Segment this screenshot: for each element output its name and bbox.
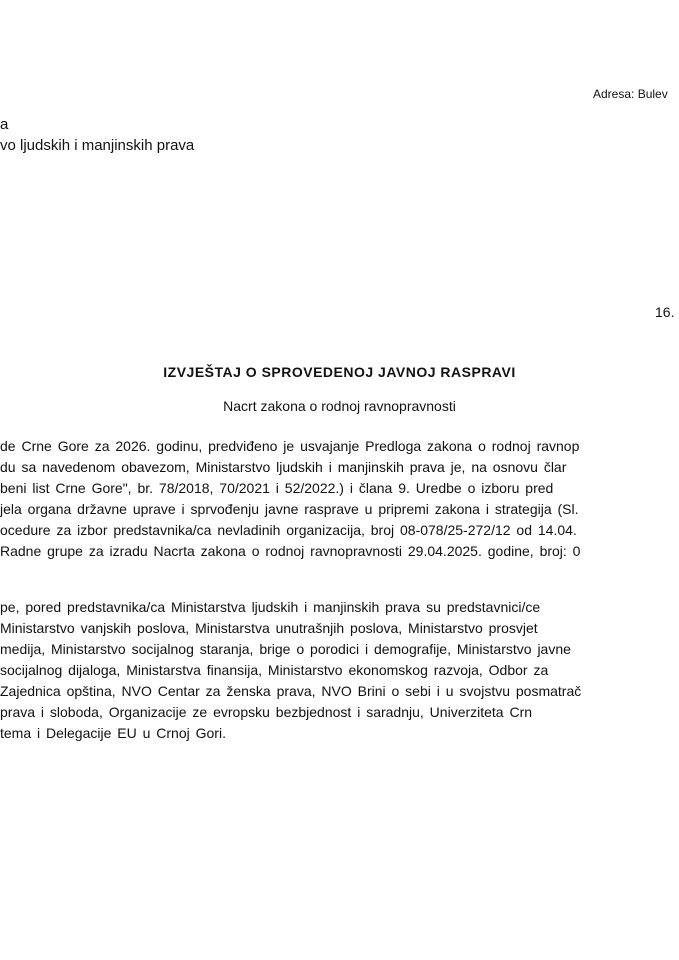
paragraph-2-line-7: tema i Delegacije EU u Crnoj Gori. (0, 725, 226, 741)
document-subtitle: Nacrt zakona o rodnoj ravnopravnosti (223, 398, 456, 414)
organization-name-line-1: a (0, 116, 9, 133)
paragraph-1-line-5: ocedure za izbor predstavnika/ca nevladinih organizacija, broj 08-078/25-272/12 od 14.04. (0, 522, 577, 538)
paragraph-2-line-1: pe, pored predstavnika/ca Ministarstva ljudskih i manjinskih prava su predstavnici/ce (0, 599, 541, 615)
paragraph-2-line-4: socijalnog dijaloga, Ministarstva finansija, Ministarstvo ekonomskog razvoja, Odbor za (0, 662, 549, 678)
address-text: Adresa: Bulev (593, 87, 668, 101)
paragraph-2-line-6: prava i sloboda, Organizacije ze evropsku bezbjednost i saradnju, Univerziteta Crn (0, 704, 533, 720)
paragraph-1-line-1: de Crne Gore za 2026. godinu, predviđeno je usvajanje Predloga zakona o rodnoj ravnop (0, 438, 580, 454)
paragraph-2-line-3: medija, Ministarstvo socijalnog staranja, brige o porodici i demografije, Ministarstvo javne (0, 641, 571, 657)
paragraph-2-line-2: Ministarstvo vanjskih poslova, Ministarstva unutrašnjih poslova, Ministarstvo prosvjet (0, 620, 538, 636)
paragraph-1-line-2: du sa navedenom obavezom, Ministarstvo ljudskih i manjinskih prava je, na osnovu člar (0, 459, 567, 475)
paragraph-2-line-5: Zajednica opština, NVO Centar za ženska prava, NVO Brini o sebi i u svojstvu posmatrač (0, 683, 582, 699)
paragraph-1-line-6: Radne grupe za izradu Nacrta zakona o rodnoj ravnopravnosti 29.04.2025. godine, broj: 0 (0, 543, 581, 559)
organization-name-line-2: vo ljudskih i manjinskih prava (0, 137, 195, 154)
document-title: IZVJEŠTAJ O SPROVEDENOJ JAVNOJ RASPRAVI (163, 364, 516, 380)
document-date: 16. (655, 304, 675, 320)
paragraph-1-line-3: beni list Crne Gore", br. 78/2018, 70/2021 i 52/2022.) i člana 9. Uredbe o izboru pred (0, 480, 554, 496)
paragraph-1-line-4: jela organa državne uprave i sprvođenju javne rasprave u pripremi zakona i strategija (Sl. (0, 501, 579, 517)
